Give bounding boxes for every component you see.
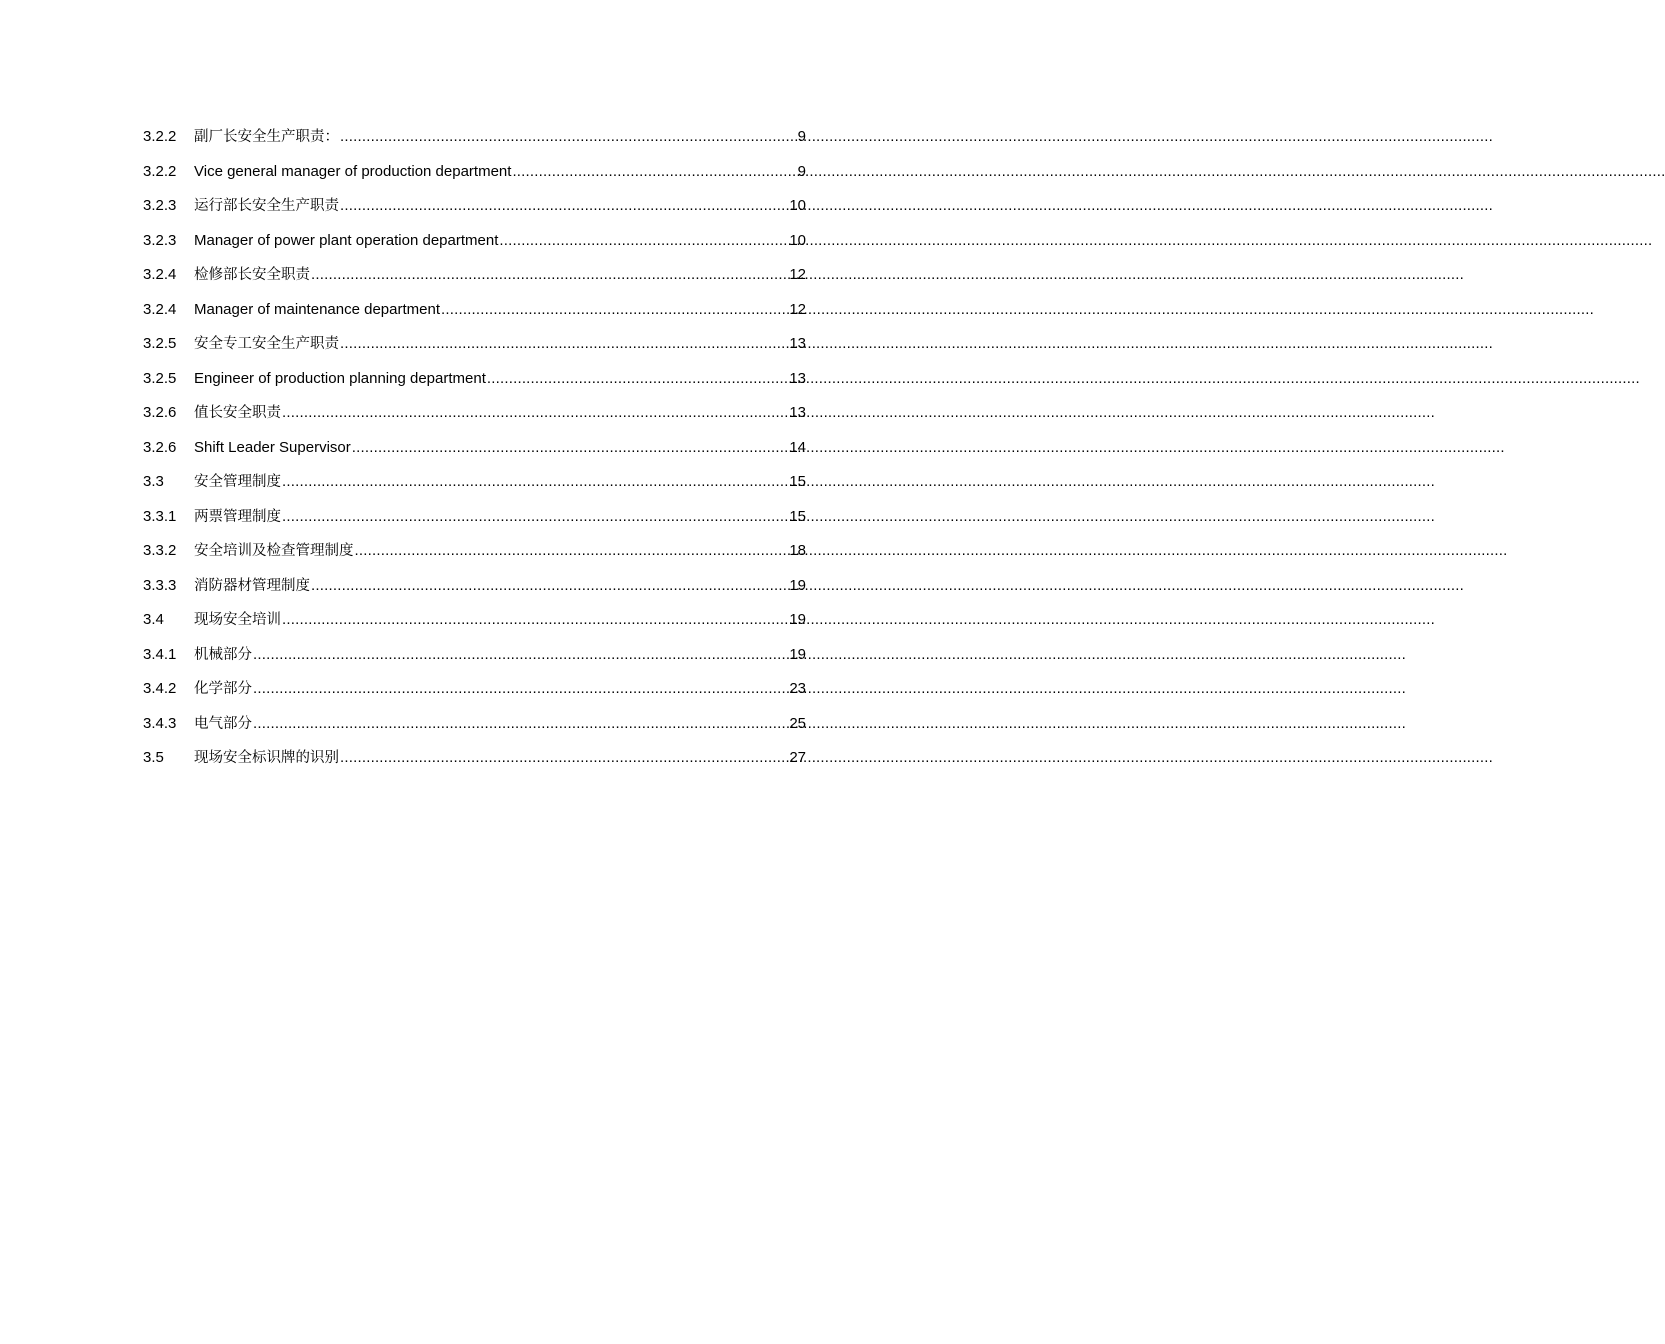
toc-entry-page: 12 <box>789 300 806 318</box>
toc-entry-title: Engineer of production planning department <box>194 369 486 387</box>
toc-entry-page: 25 <box>789 714 806 732</box>
toc-entry-title: 电气部分 <box>194 715 252 732</box>
toc-entry-page: 19 <box>789 576 806 594</box>
toc-dot-leader <box>282 504 788 530</box>
toc-entry-title: Manager of maintenance department <box>194 300 440 318</box>
toc-entry-page: 13 <box>789 369 806 387</box>
toc-entry[interactable] <box>143 159 806 194</box>
toc-entry[interactable] <box>143 469 806 504</box>
toc-entry-title: 消防器材管理制度 <box>194 577 310 594</box>
toc-dot-leader <box>253 711 788 737</box>
toc-entry-title: 安全管理制度 <box>194 474 281 490</box>
toc-entry-page: 10 <box>789 231 806 249</box>
toc-entry-number: 3.2.6 <box>143 404 177 421</box>
toc-entry[interactable] <box>143 642 806 677</box>
toc-entry-number: 3.2.2 <box>143 162 177 180</box>
toc-entry-number: 3.3.2 <box>143 542 177 559</box>
toc-entry-title: 安全专工安全生产职责 <box>194 336 339 352</box>
toc-dot-leader <box>282 469 788 495</box>
toc-dot-leader <box>311 573 788 599</box>
toc-entry-number: 3.3.3 <box>143 576 177 594</box>
table-of-contents <box>143 124 806 780</box>
toc-entry[interactable] <box>143 193 806 228</box>
toc-entry-number: 3.2.6 <box>143 438 177 456</box>
toc-entry[interactable] <box>143 538 806 573</box>
toc-entry-number: 3.2.5 <box>143 335 177 352</box>
toc-entry-title: 机械部分 <box>194 646 252 663</box>
toc-dot-leader <box>253 642 788 668</box>
toc-entry-title: 安全培训及检查管理制度 <box>194 543 354 559</box>
toc-entry[interactable] <box>143 124 806 159</box>
toc-dot-leader <box>253 676 788 702</box>
toc-entry-title: Manager of power plant operation department <box>194 231 499 249</box>
toc-entry-number: 3.5 <box>143 749 164 766</box>
toc-entry-title: 现场安全培训 <box>194 612 281 628</box>
toc-entry-page: 27 <box>789 749 806 766</box>
toc-dot-leader <box>340 331 788 357</box>
toc-dot-leader <box>340 193 788 219</box>
toc-entry-number: 3.2.5 <box>143 369 177 387</box>
toc-entry[interactable] <box>143 607 806 642</box>
toc-entry-number: 3.3 <box>143 473 164 490</box>
toc-entry-page: 9 <box>797 162 806 180</box>
toc-entry-title: 副厂长安全生产职责： <box>194 129 339 145</box>
toc-entry-page: 13 <box>789 404 806 421</box>
toc-entry-page: 15 <box>789 507 806 525</box>
toc-entry-number: 3.2.3 <box>143 197 177 214</box>
toc-dot-leader <box>282 607 788 633</box>
toc-entry-page: 12 <box>789 266 806 283</box>
toc-entry-title: 值长安全职责 <box>194 405 281 421</box>
toc-dot-leader <box>340 745 788 771</box>
toc-entry-page: 15 <box>789 473 806 490</box>
toc-entry-title: Shift Leader Supervisor <box>194 438 351 456</box>
toc-entry-title: 运行部长安全生产职责 <box>194 198 339 214</box>
toc-dot-leader <box>355 538 789 564</box>
toc-dot-leader <box>352 435 789 461</box>
toc-entry[interactable] <box>143 331 806 366</box>
toc-entry-page: 19 <box>789 611 806 628</box>
toc-entry-page: 9 <box>797 128 806 145</box>
toc-entry[interactable] <box>143 573 806 608</box>
toc-entry-title: 两票管理制度 <box>194 508 281 525</box>
toc-entry-number: 3.2.3 <box>143 231 177 249</box>
toc-entry-title: 化学部分 <box>194 681 252 697</box>
toc-dot-leader <box>499 228 788 254</box>
toc-entry-page: 23 <box>789 680 806 697</box>
toc-entry[interactable] <box>143 228 806 263</box>
toc-dot-leader <box>487 366 788 392</box>
toc-entry[interactable] <box>143 745 806 780</box>
toc-entry-number: 3.4.3 <box>143 714 177 732</box>
toc-entry-number: 3.3.1 <box>143 507 177 525</box>
toc-entry[interactable] <box>143 504 806 539</box>
toc-entry[interactable] <box>143 435 806 470</box>
toc-entry-number: 3.4.1 <box>143 645 177 663</box>
toc-dot-leader <box>441 297 788 323</box>
toc-entry[interactable] <box>143 297 806 332</box>
toc-entry[interactable] <box>143 366 806 401</box>
toc-entry[interactable] <box>143 400 806 435</box>
toc-entry-number: 3.2.4 <box>143 266 177 283</box>
toc-dot-leader <box>311 262 788 288</box>
toc-entry-number: 3.2.4 <box>143 300 177 318</box>
toc-entry-number: 3.4 <box>143 611 164 628</box>
toc-entry-page: 19 <box>789 645 806 663</box>
toc-dot-leader <box>282 400 788 426</box>
toc-entry-title: 现场安全标识牌的识别 <box>194 750 339 766</box>
toc-entry-title: Vice general manager of production department <box>194 162 512 180</box>
toc-entry[interactable] <box>143 262 806 297</box>
toc-entry-page: 18 <box>789 542 806 559</box>
toc-dot-leader <box>340 124 797 150</box>
toc-entry[interactable] <box>143 711 806 746</box>
toc-entry-page: 10 <box>789 197 806 214</box>
toc-entry-page: 13 <box>789 335 806 352</box>
toc-entry-number: 3.4.2 <box>143 680 177 697</box>
toc-entry[interactable] <box>143 676 806 711</box>
toc-dot-leader <box>512 159 796 185</box>
toc-entry-page: 14 <box>789 438 806 456</box>
toc-entry-title: 检修部长安全职责 <box>194 267 310 283</box>
toc-entry-number: 3.2.2 <box>143 128 177 145</box>
